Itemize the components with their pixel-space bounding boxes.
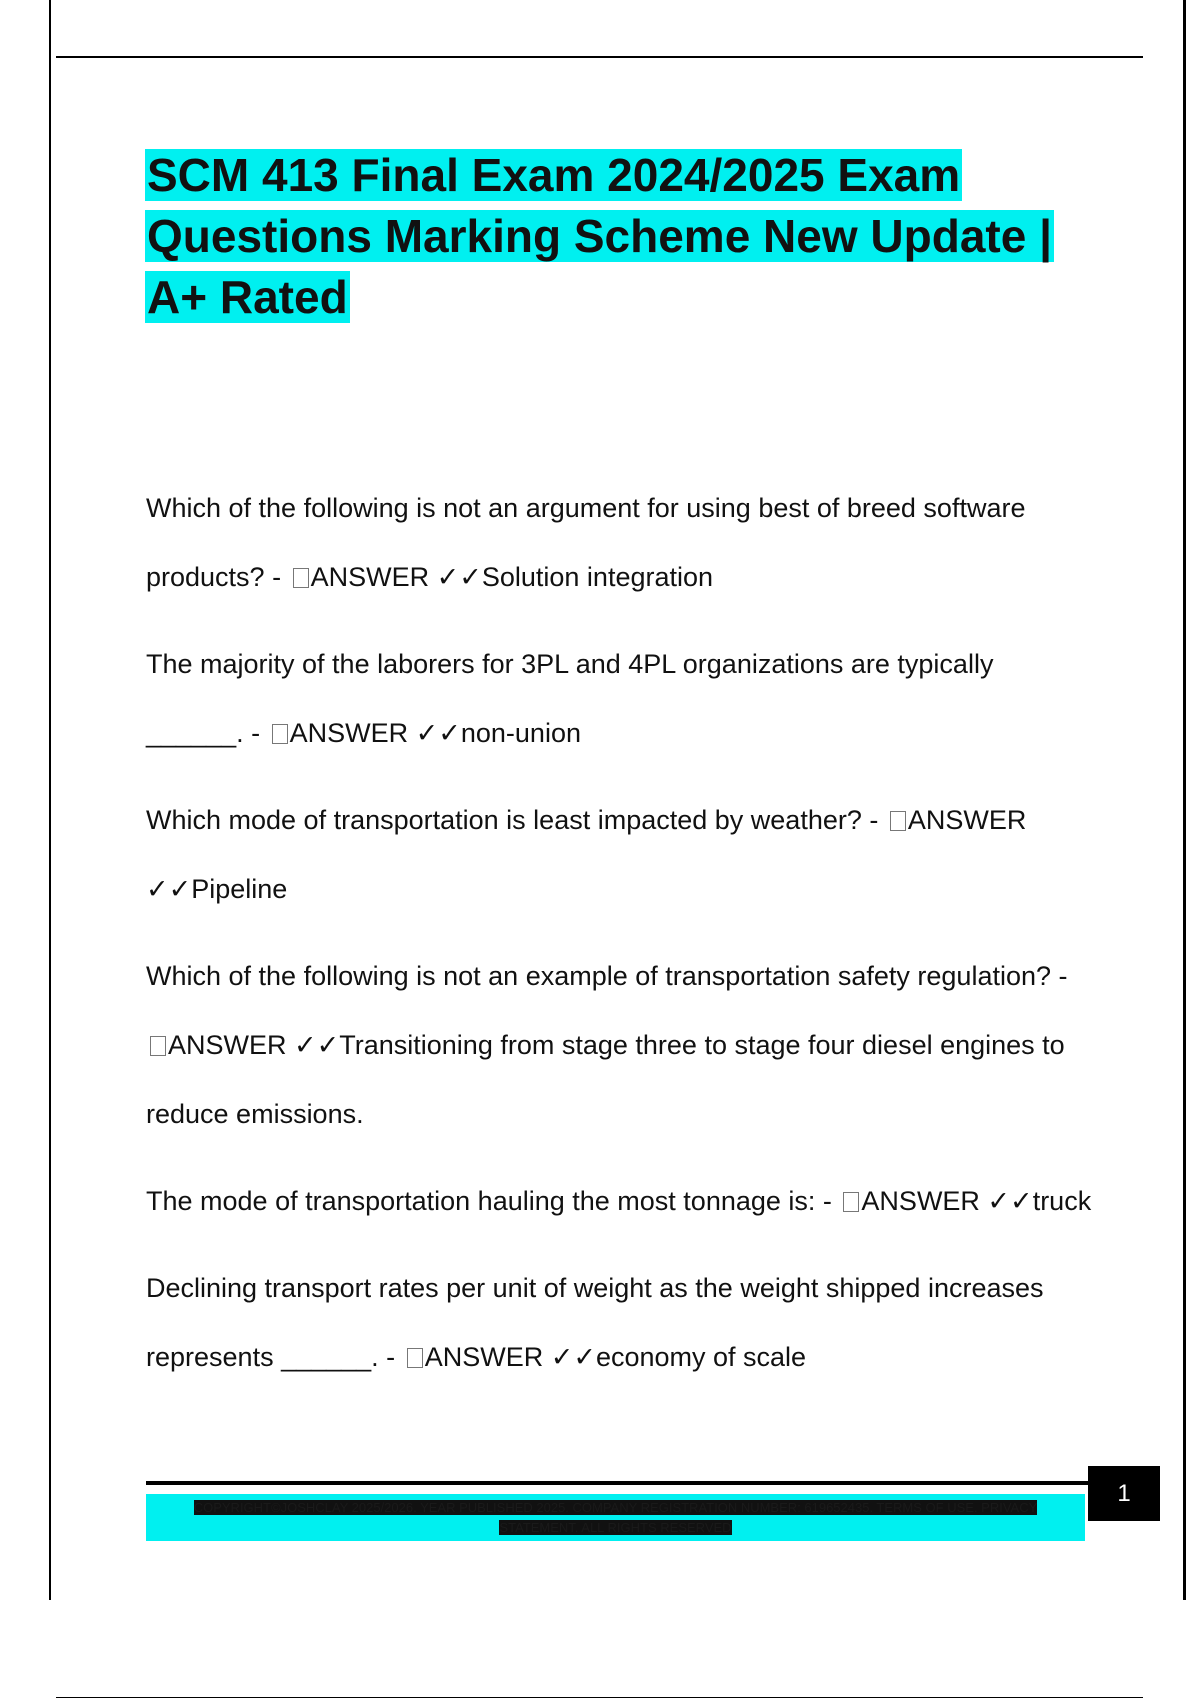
question-text: Which mode of transportation is least impacted by weather? - [146, 805, 879, 835]
question-text: The majority of the laborers for 3PL and 4PL organizations are typically ______. - [146, 649, 994, 748]
answer-label: ANSWER ✓✓ [861, 1186, 1033, 1216]
page-border-right [1183, 0, 1186, 1600]
answer-text: truck [1032, 1186, 1092, 1216]
answer-label: ANSWER ✓✓ [146, 805, 1027, 904]
page-number [1088, 1466, 1160, 1521]
bottom-rule [56, 1697, 1143, 1698]
header-rule [56, 56, 1143, 58]
answer-marker-icon [150, 1036, 166, 1056]
qa-item [146, 1254, 1096, 1392]
page-border-left [49, 0, 51, 1600]
answer-label: ANSWER ✓✓ [424, 1342, 596, 1372]
question-text: Which of the following is not an example of transportation safety regulation? - [146, 961, 1068, 991]
document-title [145, 145, 1095, 328]
answer-text: economy of scale [595, 1342, 807, 1372]
answer-label: ANSWER ✓✓ [289, 718, 461, 748]
answer-marker-icon [890, 811, 906, 831]
answer-text: Pipeline [191, 874, 288, 904]
question-list [146, 474, 1096, 1410]
question-text: The mode of transportation hauling the most tonnage is: - [146, 1186, 832, 1216]
page-number-text: 1 [1117, 1479, 1131, 1507]
answer-text: Solution integration [481, 562, 714, 592]
qa-item [146, 630, 1096, 768]
qa-item [146, 1167, 1096, 1236]
answer-label: ANSWER ✓✓ [168, 1030, 340, 1060]
question-text: Declining transport rates per unit of weight as the weight shipped increases represents ______. - [146, 1273, 1044, 1372]
answer-marker-icon [843, 1192, 859, 1212]
answer-marker-icon [407, 1348, 423, 1368]
qa-item [146, 942, 1096, 1149]
footer-band [146, 1494, 1085, 1541]
answer-marker-icon [293, 568, 309, 588]
question-text: Which of the following is not an argument for using best of breed software products? - [146, 493, 1026, 592]
answer-label: ANSWER ✓✓ [310, 562, 482, 592]
qa-item [146, 474, 1096, 612]
qa-item [146, 786, 1096, 924]
document-title-text: SCM 413 Final Exam 2024/2025 Exam Questions Marking Scheme New Update | A+ Rated [147, 149, 1052, 323]
footer-copyright [176, 1498, 1056, 1538]
answer-text: non-union [460, 718, 581, 748]
footer-copyright-text: COPYRIGHT©JOSHCLAY 2025/2026. YEAR PUBLISHED 2025. COMPANY REGISTRATION NUMBER: 619652435. TERMS OF USE. PRIVACY STATEMENT. ALL RIGHTS RESERVED [193, 1499, 1038, 1535]
answer-text: Transitioning from stage three to stage four diesel engines to reduce emissions. [146, 1030, 1065, 1129]
footer-rule [146, 1481, 1090, 1485]
answer-marker-icon [272, 724, 288, 744]
